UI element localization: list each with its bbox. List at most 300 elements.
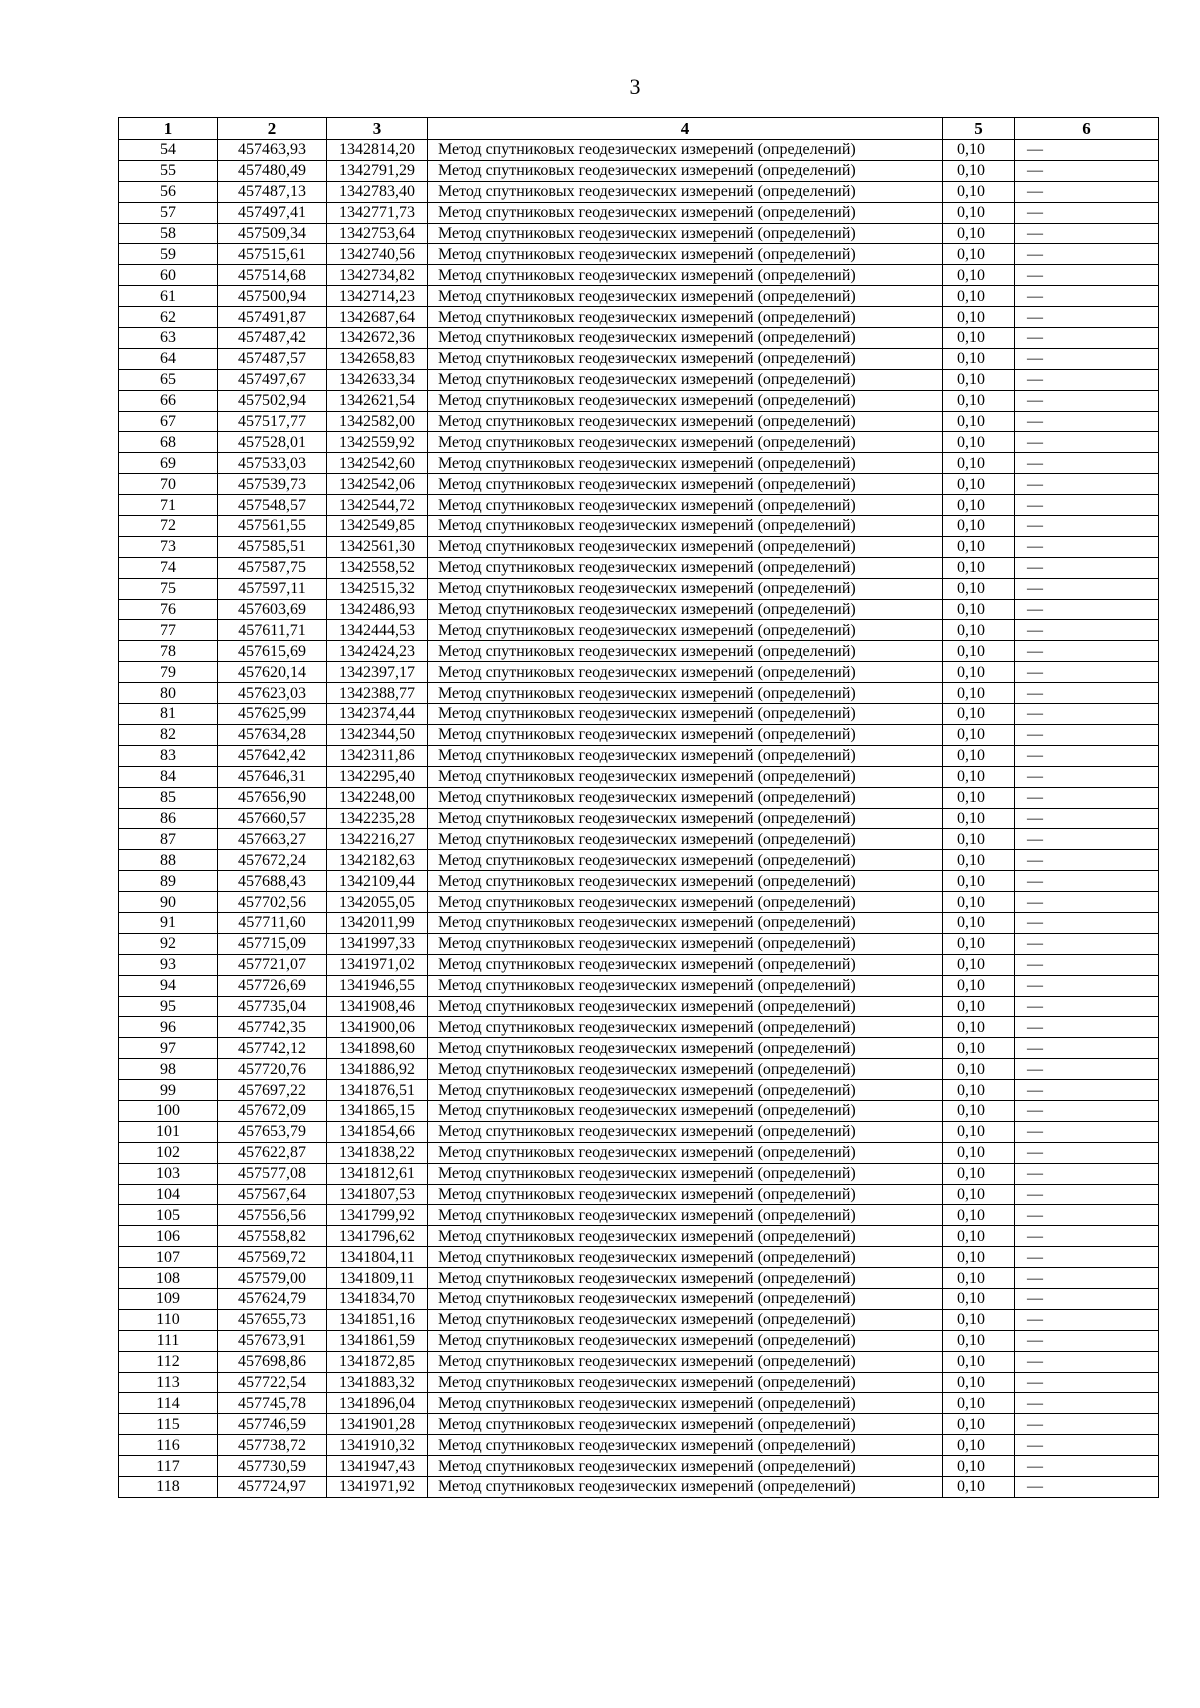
y-coordinate-cell: 1341901,28 (327, 1414, 428, 1435)
x-coordinate-cell: 457515,61 (218, 244, 327, 265)
description-cell: — (1015, 495, 1159, 516)
table-row (119, 996, 1159, 1017)
y-coordinate-cell: 1341807,53 (327, 1184, 428, 1205)
table-row (119, 1435, 1159, 1456)
accuracy-cell: 0,10 (943, 140, 1015, 161)
table-row (119, 871, 1159, 892)
description-cell: — (1015, 829, 1159, 850)
accuracy-cell: 0,10 (943, 620, 1015, 641)
method-cell: Метод спутниковых геодезических измерений (определений) (428, 390, 943, 411)
y-coordinate-cell: 1341896,04 (327, 1393, 428, 1414)
table-row (119, 578, 1159, 599)
x-coordinate-cell: 457634,28 (218, 724, 327, 745)
point-number-cell: 56 (119, 181, 218, 202)
method-cell: Метод спутниковых геодезических измерений (определений) (428, 1100, 943, 1121)
x-coordinate-cell: 457569,72 (218, 1247, 327, 1268)
accuracy-cell: 0,10 (943, 871, 1015, 892)
description-cell: — (1015, 1142, 1159, 1163)
table-row (119, 683, 1159, 704)
accuracy-cell: 0,10 (943, 933, 1015, 954)
description-cell: — (1015, 348, 1159, 369)
x-coordinate-cell: 457724,97 (218, 1477, 327, 1498)
point-number-cell: 71 (119, 495, 218, 516)
y-coordinate-cell: 1341799,92 (327, 1205, 428, 1226)
accuracy-cell: 0,10 (943, 307, 1015, 328)
accuracy-cell: 0,10 (943, 369, 1015, 390)
x-coordinate-cell: 457623,03 (218, 683, 327, 704)
accuracy-cell: 0,10 (943, 662, 1015, 683)
x-coordinate-cell: 457480,49 (218, 160, 327, 181)
method-cell: Метод спутниковых геодезических измерений (определений) (428, 202, 943, 223)
description-cell: — (1015, 641, 1159, 662)
method-cell: Метод спутниковых геодезических измерений (определений) (428, 495, 943, 516)
x-coordinate-cell: 457587,75 (218, 557, 327, 578)
description-cell: — (1015, 954, 1159, 975)
table-row (119, 1393, 1159, 1414)
x-coordinate-cell: 457561,55 (218, 516, 327, 537)
method-cell: Метод спутниковых геодезических измерений (определений) (428, 411, 943, 432)
method-cell: Метод спутниковых геодезических измерений (определений) (428, 244, 943, 265)
y-coordinate-cell: 1341946,55 (327, 975, 428, 996)
y-coordinate-cell: 1341876,51 (327, 1080, 428, 1101)
accuracy-cell: 0,10 (943, 1309, 1015, 1330)
accuracy-cell: 0,10 (943, 516, 1015, 537)
y-coordinate-cell: 1341971,92 (327, 1477, 428, 1498)
y-coordinate-cell: 1342397,17 (327, 662, 428, 683)
method-cell: Метод спутниковых геодезических измерений (определений) (428, 1456, 943, 1477)
description-cell: — (1015, 975, 1159, 996)
description-cell: — (1015, 432, 1159, 453)
description-cell: — (1015, 662, 1159, 683)
table-row (119, 453, 1159, 474)
y-coordinate-cell: 1341883,32 (327, 1372, 428, 1393)
point-number-cell: 99 (119, 1080, 218, 1101)
y-coordinate-cell: 1342374,44 (327, 704, 428, 725)
table-row (119, 140, 1159, 161)
x-coordinate-cell: 457611,71 (218, 620, 327, 641)
x-coordinate-cell: 457730,59 (218, 1456, 327, 1477)
table-row (119, 787, 1159, 808)
table-row (119, 181, 1159, 202)
description-cell: — (1015, 328, 1159, 349)
method-cell: Метод спутниковых геодезических измерений (определений) (428, 954, 943, 975)
y-coordinate-cell: 1341872,85 (327, 1351, 428, 1372)
x-coordinate-cell: 457500,94 (218, 286, 327, 307)
accuracy-cell: 0,10 (943, 453, 1015, 474)
description-cell: — (1015, 892, 1159, 913)
method-cell: Метод спутниковых геодезических измерений (определений) (428, 766, 943, 787)
accuracy-cell: 0,10 (943, 975, 1015, 996)
x-coordinate-cell: 457603,69 (218, 599, 327, 620)
table-row (119, 369, 1159, 390)
description-cell: — (1015, 850, 1159, 871)
x-coordinate-cell: 457698,86 (218, 1351, 327, 1372)
method-cell: Метод спутниковых геодезических измерений (определений) (428, 1059, 943, 1080)
point-number-cell: 58 (119, 223, 218, 244)
table-row (119, 1017, 1159, 1038)
method-cell: Метод спутниковых геодезических измерений (определений) (428, 1351, 943, 1372)
point-number-cell: 60 (119, 265, 218, 286)
point-number-cell: 110 (119, 1309, 218, 1330)
x-coordinate-cell: 457539,73 (218, 474, 327, 495)
description-cell: — (1015, 1414, 1159, 1435)
description-cell: — (1015, 223, 1159, 244)
accuracy-cell: 0,10 (943, 536, 1015, 557)
description-cell: — (1015, 1226, 1159, 1247)
point-number-cell: 107 (119, 1247, 218, 1268)
description-cell: — (1015, 140, 1159, 161)
y-coordinate-cell: 1342791,29 (327, 160, 428, 181)
point-number-cell: 117 (119, 1456, 218, 1477)
table-row (119, 933, 1159, 954)
method-cell: Метод спутниковых геодезических измерений (определений) (428, 307, 943, 328)
x-coordinate-cell: 457497,41 (218, 202, 327, 223)
y-coordinate-cell: 1342687,64 (327, 307, 428, 328)
description-cell: — (1015, 369, 1159, 390)
y-coordinate-cell: 1342734,82 (327, 265, 428, 286)
y-coordinate-cell: 1342740,56 (327, 244, 428, 265)
method-cell: Метод спутниковых геодезических измерений (определений) (428, 996, 943, 1017)
accuracy-cell: 0,10 (943, 1080, 1015, 1101)
method-cell: Метод спутниковых геодезических измерений (определений) (428, 1309, 943, 1330)
table-row (119, 766, 1159, 787)
accuracy-cell: 0,10 (943, 1226, 1015, 1247)
description-cell: — (1015, 181, 1159, 202)
description-cell: — (1015, 516, 1159, 537)
header-col-4: 4 (428, 118, 943, 140)
point-number-cell: 101 (119, 1121, 218, 1142)
method-cell: Метод спутниковых геодезических измерений (определений) (428, 223, 943, 244)
point-number-cell: 82 (119, 724, 218, 745)
method-cell: Метод спутниковых геодезических измерений (определений) (428, 1017, 943, 1038)
description-cell: — (1015, 1100, 1159, 1121)
description-cell: — (1015, 1059, 1159, 1080)
coordinates-table (118, 117, 1159, 1498)
description-cell: — (1015, 912, 1159, 933)
y-coordinate-cell: 1342235,28 (327, 808, 428, 829)
y-coordinate-cell: 1342814,20 (327, 140, 428, 161)
point-number-cell: 92 (119, 933, 218, 954)
x-coordinate-cell: 457556,56 (218, 1205, 327, 1226)
x-coordinate-cell: 457491,87 (218, 307, 327, 328)
description-cell: — (1015, 1205, 1159, 1226)
x-coordinate-cell: 457509,34 (218, 223, 327, 244)
page-number: 3 (629, 74, 641, 99)
point-number-cell: 108 (119, 1268, 218, 1289)
table-row (119, 1330, 1159, 1351)
method-cell: Метод спутниковых геодезических измерений (определений) (428, 369, 943, 390)
description-cell: — (1015, 286, 1159, 307)
accuracy-cell: 0,10 (943, 724, 1015, 745)
table-row (119, 328, 1159, 349)
method-cell: Метод спутниковых геодезических измерений (определений) (428, 536, 943, 557)
table-row (119, 1121, 1159, 1142)
point-number-cell: 97 (119, 1038, 218, 1059)
method-cell: Метод спутниковых геодезических измерений (определений) (428, 933, 943, 954)
y-coordinate-cell: 1342444,53 (327, 620, 428, 641)
method-cell: Метод спутниковых геодезических измерений (определений) (428, 871, 943, 892)
method-cell: Метод спутниковых геодезических измерений (определений) (428, 1184, 943, 1205)
table-row (119, 1205, 1159, 1226)
table-row (119, 1414, 1159, 1435)
accuracy-cell: 0,10 (943, 286, 1015, 307)
method-cell: Метод спутниковых геодезических измерений (определений) (428, 557, 943, 578)
description-cell: — (1015, 1477, 1159, 1498)
y-coordinate-cell: 1341809,11 (327, 1268, 428, 1289)
point-number-cell: 68 (119, 432, 218, 453)
table-row (119, 704, 1159, 725)
y-coordinate-cell: 1341886,92 (327, 1059, 428, 1080)
x-coordinate-cell: 457624,79 (218, 1288, 327, 1309)
point-number-cell: 112 (119, 1351, 218, 1372)
description-cell: — (1015, 745, 1159, 766)
point-number-cell: 87 (119, 829, 218, 850)
method-cell: Метод спутниковых геодезических измерений (определений) (428, 850, 943, 871)
accuracy-cell: 0,10 (943, 1330, 1015, 1351)
point-number-cell: 88 (119, 850, 218, 871)
x-coordinate-cell: 457558,82 (218, 1226, 327, 1247)
description-cell: — (1015, 578, 1159, 599)
description-cell: — (1015, 1163, 1159, 1184)
description-cell: — (1015, 1184, 1159, 1205)
point-number-cell: 89 (119, 871, 218, 892)
method-cell: Метод спутниковых геодезических измерений (определений) (428, 1288, 943, 1309)
point-number-cell: 113 (119, 1372, 218, 1393)
accuracy-cell: 0,10 (943, 1477, 1015, 1498)
y-coordinate-cell: 1342109,44 (327, 871, 428, 892)
method-cell: Метод спутниковых геодезических измерений (определений) (428, 432, 943, 453)
point-number-cell: 73 (119, 536, 218, 557)
accuracy-cell: 0,10 (943, 1351, 1015, 1372)
point-number-cell: 100 (119, 1100, 218, 1121)
point-number-cell: 61 (119, 286, 218, 307)
x-coordinate-cell: 457738,72 (218, 1435, 327, 1456)
x-coordinate-cell: 457673,91 (218, 1330, 327, 1351)
table-row (119, 599, 1159, 620)
y-coordinate-cell: 1341861,59 (327, 1330, 428, 1351)
x-coordinate-cell: 457533,03 (218, 453, 327, 474)
description-cell: — (1015, 536, 1159, 557)
method-cell: Метод спутниковых геодезических измерений (определений) (428, 892, 943, 913)
description-cell: — (1015, 1268, 1159, 1289)
method-cell: Метод спутниковых геодезических измерений (определений) (428, 724, 943, 745)
method-cell: Метод спутниковых геодезических измерений (определений) (428, 1435, 943, 1456)
x-coordinate-cell: 457597,11 (218, 578, 327, 599)
point-number-cell: 78 (119, 641, 218, 662)
point-number-cell: 111 (119, 1330, 218, 1351)
table-row (119, 1309, 1159, 1330)
accuracy-cell: 0,10 (943, 411, 1015, 432)
accuracy-cell: 0,10 (943, 1268, 1015, 1289)
point-number-cell: 85 (119, 787, 218, 808)
point-number-cell: 80 (119, 683, 218, 704)
method-cell: Метод спутниковых геодезических измерений (определений) (428, 704, 943, 725)
table-row (119, 1372, 1159, 1393)
accuracy-cell: 0,10 (943, 808, 1015, 829)
x-coordinate-cell: 457672,09 (218, 1100, 327, 1121)
method-cell: Метод спутниковых геодезических измерений (определений) (428, 140, 943, 161)
table-row (119, 265, 1159, 286)
description-cell: — (1015, 202, 1159, 223)
table-row (119, 1080, 1159, 1101)
x-coordinate-cell: 457567,64 (218, 1184, 327, 1205)
description-cell: — (1015, 704, 1159, 725)
accuracy-cell: 0,10 (943, 348, 1015, 369)
accuracy-cell: 0,10 (943, 223, 1015, 244)
point-number-cell: 103 (119, 1163, 218, 1184)
x-coordinate-cell: 457697,22 (218, 1080, 327, 1101)
accuracy-cell: 0,10 (943, 996, 1015, 1017)
accuracy-cell: 0,10 (943, 1059, 1015, 1080)
accuracy-cell: 0,10 (943, 474, 1015, 495)
point-number-cell: 54 (119, 140, 218, 161)
description-cell: — (1015, 1080, 1159, 1101)
x-coordinate-cell: 457653,79 (218, 1121, 327, 1142)
table-row (119, 808, 1159, 829)
x-coordinate-cell: 457620,14 (218, 662, 327, 683)
x-coordinate-cell: 457548,57 (218, 495, 327, 516)
y-coordinate-cell: 1342561,30 (327, 536, 428, 557)
header-col-2: 2 (218, 118, 327, 140)
x-coordinate-cell: 457463,93 (218, 140, 327, 161)
method-cell: Метод спутниковых геодезических измерений (определений) (428, 745, 943, 766)
table-row (119, 1038, 1159, 1059)
method-cell: Метод спутниковых геодезических измерений (определений) (428, 620, 943, 641)
point-number-cell: 63 (119, 328, 218, 349)
x-coordinate-cell: 457646,31 (218, 766, 327, 787)
point-number-cell: 77 (119, 620, 218, 641)
accuracy-cell: 0,10 (943, 265, 1015, 286)
x-coordinate-cell: 457487,42 (218, 328, 327, 349)
accuracy-cell: 0,10 (943, 1038, 1015, 1059)
method-cell: Метод спутниковых геодезических измерений (определений) (428, 578, 943, 599)
y-coordinate-cell: 1341834,70 (327, 1288, 428, 1309)
method-cell: Метод спутниковых геодезических измерений (определений) (428, 1477, 943, 1498)
x-coordinate-cell: 457487,13 (218, 181, 327, 202)
y-coordinate-cell: 1342672,36 (327, 328, 428, 349)
method-cell: Метод спутниковых геодезических измерений (определений) (428, 160, 943, 181)
x-coordinate-cell: 457577,08 (218, 1163, 327, 1184)
accuracy-cell: 0,10 (943, 954, 1015, 975)
y-coordinate-cell: 1342542,06 (327, 474, 428, 495)
y-coordinate-cell: 1342216,27 (327, 829, 428, 850)
method-cell: Метод спутниковых геодезических измерений (определений) (428, 328, 943, 349)
x-coordinate-cell: 457625,99 (218, 704, 327, 725)
accuracy-cell: 0,10 (943, 1372, 1015, 1393)
y-coordinate-cell: 1341804,11 (327, 1247, 428, 1268)
method-cell: Метод спутниковых геодезических измерений (определений) (428, 1414, 943, 1435)
x-coordinate-cell: 457722,54 (218, 1372, 327, 1393)
point-number-cell: 64 (119, 348, 218, 369)
description-cell: — (1015, 933, 1159, 954)
x-coordinate-cell: 457720,76 (218, 1059, 327, 1080)
description-cell: — (1015, 871, 1159, 892)
point-number-cell: 75 (119, 578, 218, 599)
method-cell: Метод спутниковых геодезических измерений (определений) (428, 1205, 943, 1226)
table-body (119, 140, 1159, 1498)
y-coordinate-cell: 1342486,93 (327, 599, 428, 620)
point-number-cell: 95 (119, 996, 218, 1017)
table-row (119, 1477, 1159, 1498)
point-number-cell: 67 (119, 411, 218, 432)
method-cell: Метод спутниковых геодезических измерений (определений) (428, 1121, 943, 1142)
table-row (119, 286, 1159, 307)
accuracy-cell: 0,10 (943, 1435, 1015, 1456)
accuracy-cell: 0,10 (943, 1163, 1015, 1184)
table-row (119, 641, 1159, 662)
description-cell: — (1015, 474, 1159, 495)
x-coordinate-cell: 457528,01 (218, 432, 327, 453)
method-cell: Метод спутниковых геодезических измерений (определений) (428, 1080, 943, 1101)
accuracy-cell: 0,10 (943, 1414, 1015, 1435)
description-cell: — (1015, 1247, 1159, 1268)
table-row (119, 745, 1159, 766)
point-number-cell: 59 (119, 244, 218, 265)
accuracy-cell: 0,10 (943, 850, 1015, 871)
x-coordinate-cell: 457585,51 (218, 536, 327, 557)
point-number-cell: 96 (119, 1017, 218, 1038)
y-coordinate-cell: 1341997,33 (327, 933, 428, 954)
point-number-cell: 118 (119, 1477, 218, 1498)
method-cell: Метод спутниковых геодезических измерений (определений) (428, 1247, 943, 1268)
table-row (119, 495, 1159, 516)
method-cell: Метод спутниковых геодезических измерений (определений) (428, 912, 943, 933)
point-number-cell: 115 (119, 1414, 218, 1435)
table-row (119, 244, 1159, 265)
accuracy-cell: 0,10 (943, 328, 1015, 349)
method-cell: Метод спутниковых геодезических измерений (определений) (428, 1268, 943, 1289)
method-cell: Метод спутниковых геодезических измерений (определений) (428, 474, 943, 495)
table-row (119, 390, 1159, 411)
accuracy-cell: 0,10 (943, 495, 1015, 516)
description-cell: — (1015, 1351, 1159, 1372)
accuracy-cell: 0,10 (943, 1184, 1015, 1205)
header-col-1: 1 (119, 118, 218, 140)
point-number-cell: 86 (119, 808, 218, 829)
accuracy-cell: 0,10 (943, 599, 1015, 620)
method-cell: Метод спутниковых геодезических измерений (определений) (428, 516, 943, 537)
header-col-3: 3 (327, 118, 428, 140)
y-coordinate-cell: 1342344,50 (327, 724, 428, 745)
x-coordinate-cell: 457742,12 (218, 1038, 327, 1059)
accuracy-cell: 0,10 (943, 641, 1015, 662)
x-coordinate-cell: 457711,60 (218, 912, 327, 933)
table-row (119, 1288, 1159, 1309)
table-row (119, 724, 1159, 745)
point-number-cell: 84 (119, 766, 218, 787)
y-coordinate-cell: 1342558,52 (327, 557, 428, 578)
accuracy-cell: 0,10 (943, 244, 1015, 265)
description-cell: — (1015, 683, 1159, 704)
y-coordinate-cell: 1342542,60 (327, 453, 428, 474)
y-coordinate-cell: 1342559,92 (327, 432, 428, 453)
accuracy-cell: 0,10 (943, 578, 1015, 599)
table-row (119, 1163, 1159, 1184)
method-cell: Метод спутниковых геодезических измерений (определений) (428, 1163, 943, 1184)
description-cell: — (1015, 1121, 1159, 1142)
y-coordinate-cell: 1342388,77 (327, 683, 428, 704)
y-coordinate-cell: 1341947,43 (327, 1456, 428, 1477)
y-coordinate-cell: 1342515,32 (327, 578, 428, 599)
accuracy-cell: 0,10 (943, 160, 1015, 181)
description-cell: — (1015, 411, 1159, 432)
method-cell: Метод спутниковых геодезических измерений (определений) (428, 1226, 943, 1247)
x-coordinate-cell: 457688,43 (218, 871, 327, 892)
x-coordinate-cell: 457672,24 (218, 850, 327, 871)
x-coordinate-cell: 457514,68 (218, 265, 327, 286)
method-cell: Метод спутниковых геодезических измерений (определений) (428, 181, 943, 202)
method-cell: Метод спутниковых геодезических измерений (определений) (428, 829, 943, 850)
